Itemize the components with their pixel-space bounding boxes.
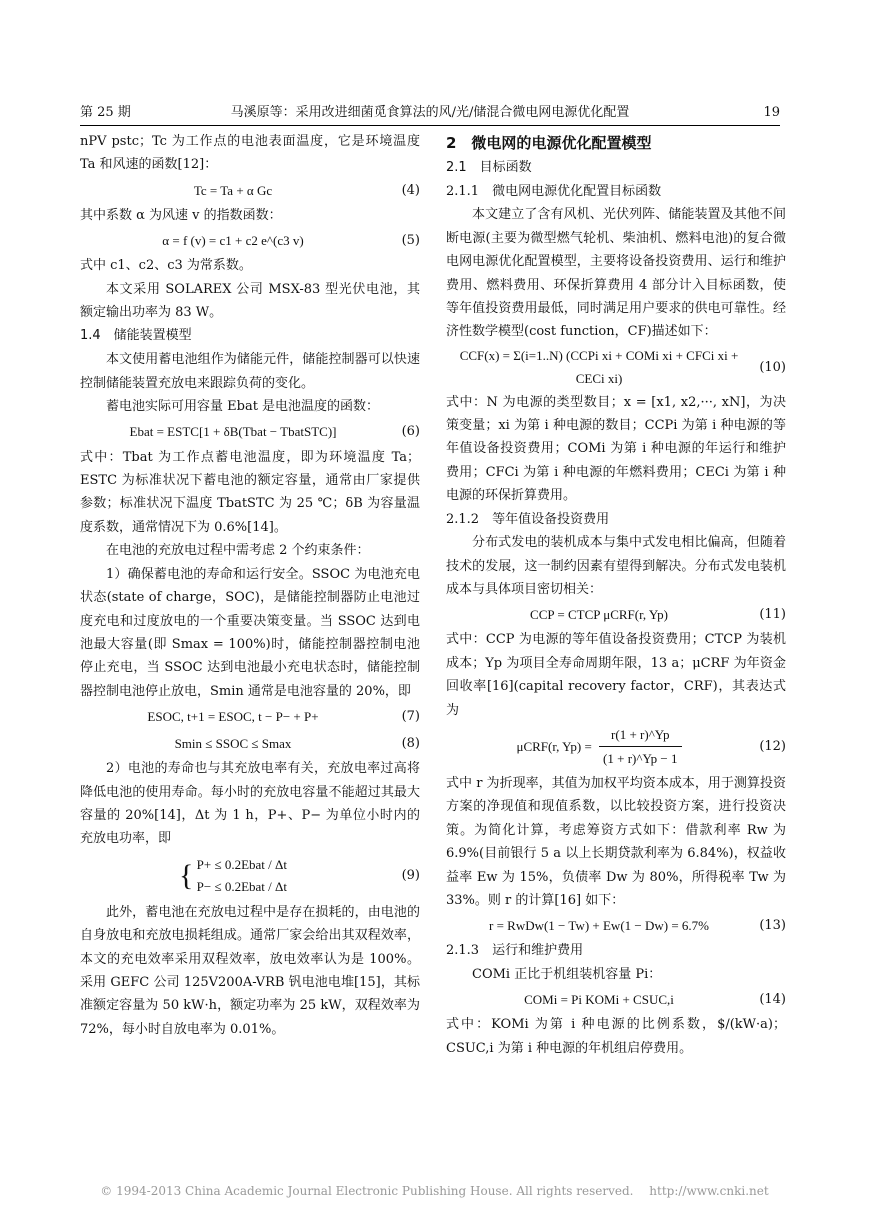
- paragraph: 式中：Tbat 为工作点蓄电池温度，即为环境温度 Ta；ESTC 为标准状况下蓄电池的额定容量，通常由厂家提供参数；标准状况下温度 TbatSTC 为 25 ℃；δB 为容量温度系数，通常情况下为 0.6%[14]。: [80, 449, 420, 535]
- equation-body: COMi = Pi KOMi + CSUC,i: [524, 991, 674, 1007]
- paragraph: 式中：KOMi 为第 i 种电源的比例系数，$/(kW·a)；CSUC,i 为第 i 种电源的年机组启停费用。: [446, 1017, 786, 1056]
- equation-lhs: μCRF(r, Yp) =: [516, 739, 592, 755]
- equation-body: [80, 854, 386, 898]
- equation-body: CCF(x) = Σ(i=1..N) (CCPi xi + COMi xi + CFCi xi + CECi xi): [459, 347, 739, 387]
- header-rule: [80, 125, 780, 126]
- subsubsection-heading: 2.1.1 微电网电源优化配置目标函数: [446, 184, 662, 199]
- paragraph: 此外，蓄电池在充放电过程中是存在损耗的，由电池的自身放电和充放电损耗组成。通常厂家会给出其双程效率，本文的充电效率采用双程效率，放电效率认为是 100%。采用 GEFC 公司 125V200A-VRB 钒电池电堆[15]，其标准额定容量为 50 kW·h，额定功率为 25 kW，双程效率为 72%，每小时自放电率为 0.01%。: [80, 904, 420, 1037]
- paragraph: 本文采用 SOLAREX 公司 MSX-83 型光伏电池，其额定输出功率为 83 W。: [80, 281, 420, 321]
- equation-10: [446, 344, 786, 391]
- equation-body: α = f (v) = c1 + c2 e^(c3 v): [162, 233, 304, 249]
- paragraph: 1）确保蓄电池的寿命和运行安全。SSOC 为电池充电状态(state of charge，SOC)，是储能控制器防止电池过度充电和过度放电的一个重要决策变量。当 SSOC 达到电池最大容量(即 Smax = 100%)时，储能控制器控制电池停止充电，当 SSOC 达到电池最小充电状态时，储能控制器控制电池停止放电，Smin 通常是电池容量的 20%，即: [80, 566, 420, 699]
- equation-14: [446, 986, 786, 1013]
- paragraph: 式中：CCP 为电源的等年值设备投资费用；CTCP 为装机成本；Yp 为项目全寿命周期年限，13 a；μCRF 为年资金回收率[16](capital recovery factor，CRF)，其表达式为: [446, 632, 786, 718]
- paragraph: 2）电池的寿命也与其充放电率有关，充放电率过高将降低电池的使用寿命。每小时的充放电容量不能超过其最大容量的 20%[14]，Δt 为 1 h，P+、P− 为单位小时内的充放电功率，即: [80, 761, 420, 847]
- equation-body: Ebat = ESTC[1 + δB(Tbat − TbatSTC)]: [129, 424, 337, 440]
- denominator: (1 + r)^Yp − 1: [603, 751, 678, 767]
- equation-number: (12): [759, 739, 786, 755]
- section-heading: 2 微电网的电源优化配置模型: [446, 134, 652, 152]
- equation-body: [446, 723, 752, 771]
- left-column: [80, 130, 420, 1041]
- paragraph: 式中 r 为折现率，其值为加权平均资本成本，用于测算投资方案的净现值和现值系数，以比较投资方案，进行投资决策。为简化计算，考虑筹资方式如下：借款利率 Rw 为 6.9%(目前银行 5 a 以上长期贷款利率为 6.84%)，权益收益率 Ew 为 15%，负债率 Dw 为 80%，所得税率 Tw 为 33%。则 r 的计算[16] 如下：: [446, 775, 786, 908]
- paragraph: 式中：N 为电源的类型数目；x = [x1, x2,···, xN]，为决策变量；xi 为第 i 种电源的数目；CCPi 为第 i 种电源的等年值设备投资费用；COMi 为第 i 种电源的年运行和维护费用；CFCi 为第 i 种电源的年燃料费用；CECi 为第 i 种电源的环保折算费用。: [446, 394, 786, 504]
- fraction: [599, 723, 681, 771]
- equation-number: (4): [401, 182, 420, 198]
- paragraph: 本文使用蓄电池组作为储能元件，储能控制器可以快速控制储能装置充放电来跟踪负荷的变化。: [80, 352, 420, 391]
- paragraph: 在电池的充放电过程中需考虑 2 个约束条件：: [106, 543, 370, 559]
- equation-number: (8): [401, 735, 420, 751]
- paragraph: 分布式发电的装机成本与集中式发电相比偏高，但随着技术的发展，这一制约因素有望得到解决。分布式发电装机成本与具体项目密切相关：: [446, 535, 786, 597]
- equation-13: [446, 912, 786, 939]
- brace: {: [178, 858, 194, 892]
- paragraph: COMi 正比于机组装机容量 Pi：: [472, 966, 662, 982]
- equation-number: (13): [759, 918, 786, 934]
- equation-number: (6): [401, 424, 420, 440]
- equation-number: (10): [759, 359, 786, 375]
- equation-line: P− ≤ 0.2Ebat / Δt: [196, 878, 287, 894]
- section-heading: 1.4 储能装置模型: [80, 328, 192, 344]
- equation-9: [80, 851, 420, 901]
- paragraph: 本文建立了含有风机、光伏列阵、储能装置及其他不间断电源(主要为微型燃气轮机、柴油机、燃料电池)的复合微电网电源优化配置模型，主要将设备投资费用、运行和维护费用、燃料费用、环保折算费用 4 部分计入目标函数，使等年值投资费用最低，同时满足用户要求的供电可靠性。经济性数学模型(cost function，CF)描述如下：: [446, 207, 786, 340]
- equation-number: (7): [401, 708, 420, 724]
- article-title: 马溪原等：采用改进细菌觅食算法的风/光/储混合微电网电源优化配置: [230, 105, 630, 120]
- equation-8: [80, 730, 420, 757]
- equation-number: (14): [759, 991, 786, 1007]
- subsubsection-heading: 2.1.3 运行和维护费用: [446, 943, 584, 959]
- journal-issue: 第 25 期: [80, 105, 131, 120]
- equation-5: [80, 227, 420, 254]
- equation-body: r = RwDw(1 − Tw) + Ew(1 − Dw) = 6.7%: [488, 918, 709, 934]
- equation-body: Smin ≤ SSOC ≤ Smax: [174, 735, 292, 751]
- page-number: 19: [763, 105, 780, 120]
- subsubsection-heading: 2.1.2 等年值设备投资费用: [446, 511, 610, 527]
- equation-6: [80, 419, 420, 446]
- paragraph: 式中 c1、c2、c3 为常系数。: [80, 258, 252, 274]
- equation-body: ESOC, t+1 = ESOC, t − P− + P+: [147, 708, 319, 724]
- equation-11: [446, 601, 786, 628]
- equation-body: Tc = Ta + α Gc: [193, 182, 273, 198]
- right-column: [446, 130, 786, 1060]
- running-header: [80, 103, 780, 123]
- equation-number: (5): [401, 233, 420, 249]
- equation-line: P+ ≤ 0.2Ebat / Δt: [196, 856, 287, 872]
- paragraph: 其中系数 α 为风速 v 的指数函数：: [80, 207, 282, 223]
- paragraph: 蓄电池实际可用容量 Ebat 是电池温度的函数：: [106, 399, 380, 415]
- subsection-heading: 2.1 目标函数: [446, 160, 532, 175]
- equation-12: [446, 722, 786, 772]
- equation-4: [80, 177, 420, 204]
- equation-number: (11): [759, 607, 786, 623]
- equation-body: CCP = CTCP μCRF(r, Yp): [530, 607, 668, 623]
- numerator: r(1 + r)^Yp: [599, 723, 681, 747]
- copyright-footer: © 1994-2013 China Academic Journal Electronic Publishing House. All rights reserved. http://www.cnki.net: [100, 1184, 769, 1198]
- equation-7: [80, 703, 420, 730]
- equation-number: (9): [401, 868, 420, 884]
- paragraph: nPV pstc；Tc 为工作点的电池表面温度，它是环境温度 Ta 和风速的函数[12]：: [80, 134, 420, 173]
